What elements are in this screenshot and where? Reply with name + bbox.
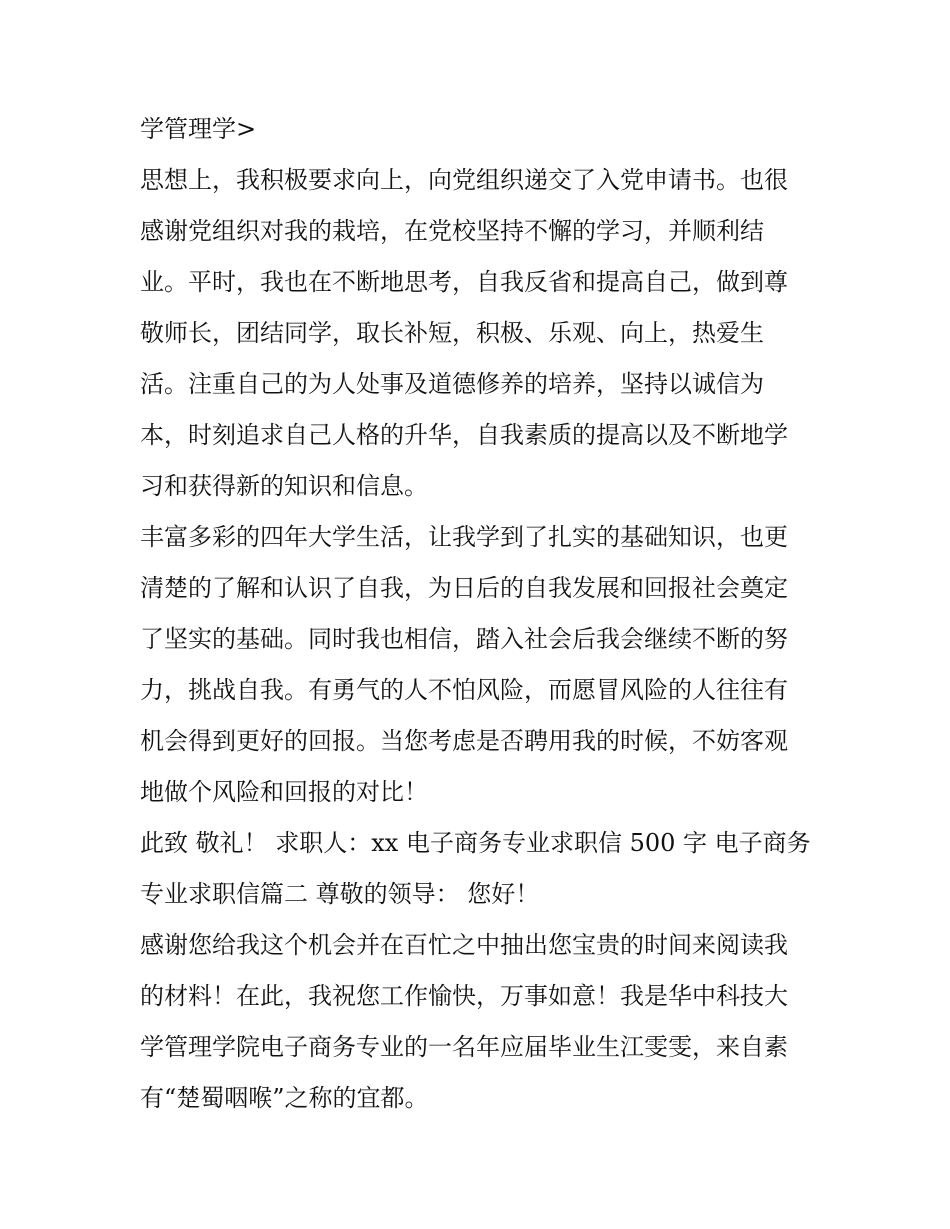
text-line: 了坚实的基础。同时我也相信，踏入社会后我会继续不断的努 [140, 625, 788, 653]
text-line: 的材料！在此，我祝您工作愉快，万事如意！我是华中科技大 [140, 982, 788, 1010]
text-line: 专业求职信篇二 尊敬的领导： 您好！ [140, 880, 540, 908]
text-line: 活。注重自己的为人处事及道德修养的培养，坚持以诚信为 [140, 370, 764, 398]
text-line: 有“楚蜀咽喉”之称的宜都。 [140, 1084, 429, 1112]
text-line: 学管理学> [140, 115, 257, 143]
text-line: 地做个风险和回报的对比！ [140, 778, 428, 806]
text-line: 丰富多彩的四年大学生活，让我学到了扎实的基础知识，也更 [140, 523, 788, 551]
text-line: 业。平时，我也在不断地思考，自我反省和提高自己，做到尊 [140, 268, 788, 296]
text-line: 学管理学院电子商务专业的一名年应届毕业生江雯雯，来自素 [140, 1033, 788, 1061]
text-line: 本，时刻追求自己人格的升华，自我素质的提高以及不断地学 [140, 421, 788, 449]
text-line: 感谢您给我这个机会并在百忙之中抽出您宝贵的时间来阅读我 [140, 931, 788, 959]
text-line: 思想上，我积极要求向上，向党组织递交了入党申请书。也很 [140, 166, 788, 194]
text-line: 敬师长，团结同学，取长补短，积极、乐观、向上，热爱生 [140, 319, 764, 347]
document-body [140, 104, 820, 1124]
text-line: 习和获得新的知识和信息。 [140, 472, 428, 500]
text-line: 此致 敬礼！ 求职人：xx 电子商务专业求职信 500 字 电子商务 [140, 829, 811, 857]
text-line: 机会得到更好的回报。当您考虑是否聘用我的时候，不妨客观 [140, 727, 788, 755]
text-line: 力，挑战自我。有勇气的人不怕风险，而愿冒风险的人往往有 [140, 676, 788, 704]
text-line: 感谢党组织对我的栽培，在党校坚持不懈的学习，并顺利结 [140, 217, 764, 245]
text-line: 清楚的了解和认识了自我，为日后的自我发展和回报社会奠定 [140, 574, 788, 602]
